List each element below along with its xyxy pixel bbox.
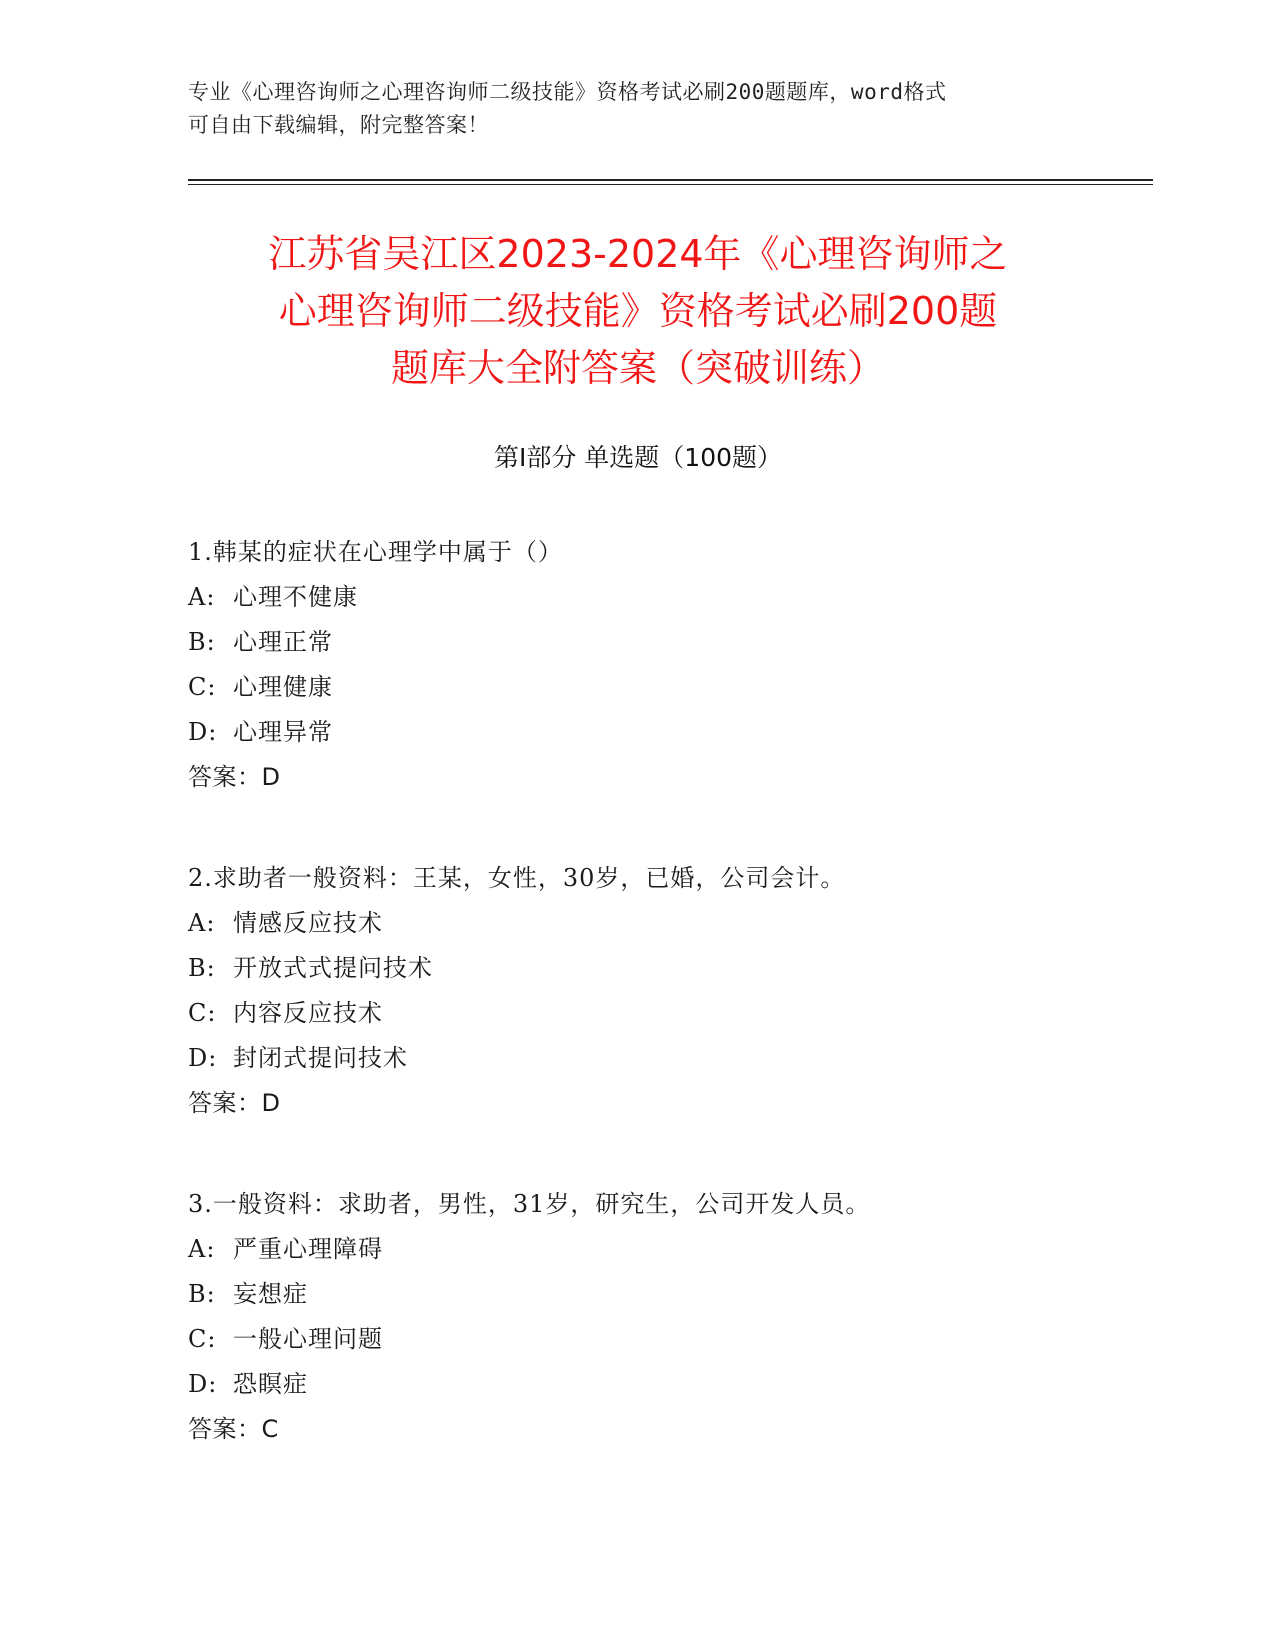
document-title-line-2: 心理咨询师二级技能》资格考试必刷200题 bbox=[278, 289, 998, 333]
option-text: 心理正常 bbox=[233, 628, 333, 656]
document-title-line-1: 江苏省吴江区2023-2024年《心理咨询师之 bbox=[268, 232, 1008, 276]
document-title-line-3: 题库大全附答案（突破训练） bbox=[390, 346, 885, 390]
option-key: C: bbox=[188, 999, 217, 1027]
option-key: D: bbox=[188, 1044, 218, 1072]
option-a bbox=[188, 575, 1088, 620]
option-c bbox=[188, 1317, 1088, 1362]
option-key: A: bbox=[188, 583, 216, 611]
option-text: 妄想症 bbox=[233, 1280, 308, 1308]
option-text: 心理不健康 bbox=[233, 583, 358, 611]
answer-line: 答案：D bbox=[188, 763, 281, 791]
header-divider-thin bbox=[188, 184, 1153, 185]
option-text: 情感反应技术 bbox=[233, 909, 383, 937]
option-key: B: bbox=[188, 1280, 216, 1308]
option-d bbox=[188, 1036, 1088, 1081]
option-text: 封闭式提问技术 bbox=[233, 1044, 408, 1072]
option-text: 心理健康 bbox=[233, 673, 333, 701]
option-text: 内容反应技术 bbox=[233, 999, 383, 1027]
option-text: 心理异常 bbox=[233, 718, 333, 746]
option-key: C: bbox=[188, 1325, 217, 1353]
option-text: 一般心理问题 bbox=[233, 1325, 383, 1353]
option-c bbox=[188, 665, 1088, 710]
option-b bbox=[188, 1272, 1088, 1317]
option-d bbox=[188, 1362, 1088, 1407]
question-3 bbox=[188, 1182, 1088, 1452]
header-note-line-1: 专业《心理咨询师之心理咨询师二级技能》资格考试必刷200题题库，word格式 bbox=[188, 80, 947, 104]
option-text: 恐瞑症 bbox=[233, 1370, 308, 1398]
option-key: B: bbox=[188, 954, 216, 982]
option-b bbox=[188, 946, 1088, 991]
question-stem: 2.求助者一般资料：王某，女性，30岁，已婚，公司会计。 bbox=[188, 864, 846, 892]
question-1 bbox=[188, 530, 1088, 800]
answer-line: 答案：C bbox=[188, 1415, 279, 1443]
option-b bbox=[188, 620, 1088, 665]
question-2 bbox=[188, 856, 1088, 1126]
header-note bbox=[188, 76, 1088, 142]
option-key: D: bbox=[188, 1370, 218, 1398]
question-list bbox=[188, 530, 1088, 1508]
option-c bbox=[188, 991, 1088, 1036]
question-stem: 3.一般资料：求助者，男性，31岁，研究生，公司开发人员。 bbox=[188, 1190, 871, 1218]
option-d bbox=[188, 710, 1088, 755]
section-title: 第Ⅰ部分 单选题（100题） bbox=[493, 443, 783, 472]
option-text: 开放式式提问技术 bbox=[233, 954, 433, 982]
option-a bbox=[188, 901, 1088, 946]
header-note-line-2: 可自由下载编辑，附完整答案！ bbox=[188, 113, 489, 137]
option-key: C: bbox=[188, 673, 217, 701]
option-key: A: bbox=[188, 909, 216, 937]
option-key: A: bbox=[188, 1235, 216, 1263]
answer-line: 答案：D bbox=[188, 1089, 281, 1117]
header-divider-thick bbox=[188, 179, 1153, 181]
question-stem: 1.韩某的症状在心理学中属于（） bbox=[188, 538, 563, 566]
option-text: 严重心理障碍 bbox=[233, 1235, 383, 1263]
option-a bbox=[188, 1227, 1088, 1272]
option-key: D: bbox=[188, 718, 218, 746]
option-key: B: bbox=[188, 628, 216, 656]
document-title bbox=[188, 226, 1088, 397]
